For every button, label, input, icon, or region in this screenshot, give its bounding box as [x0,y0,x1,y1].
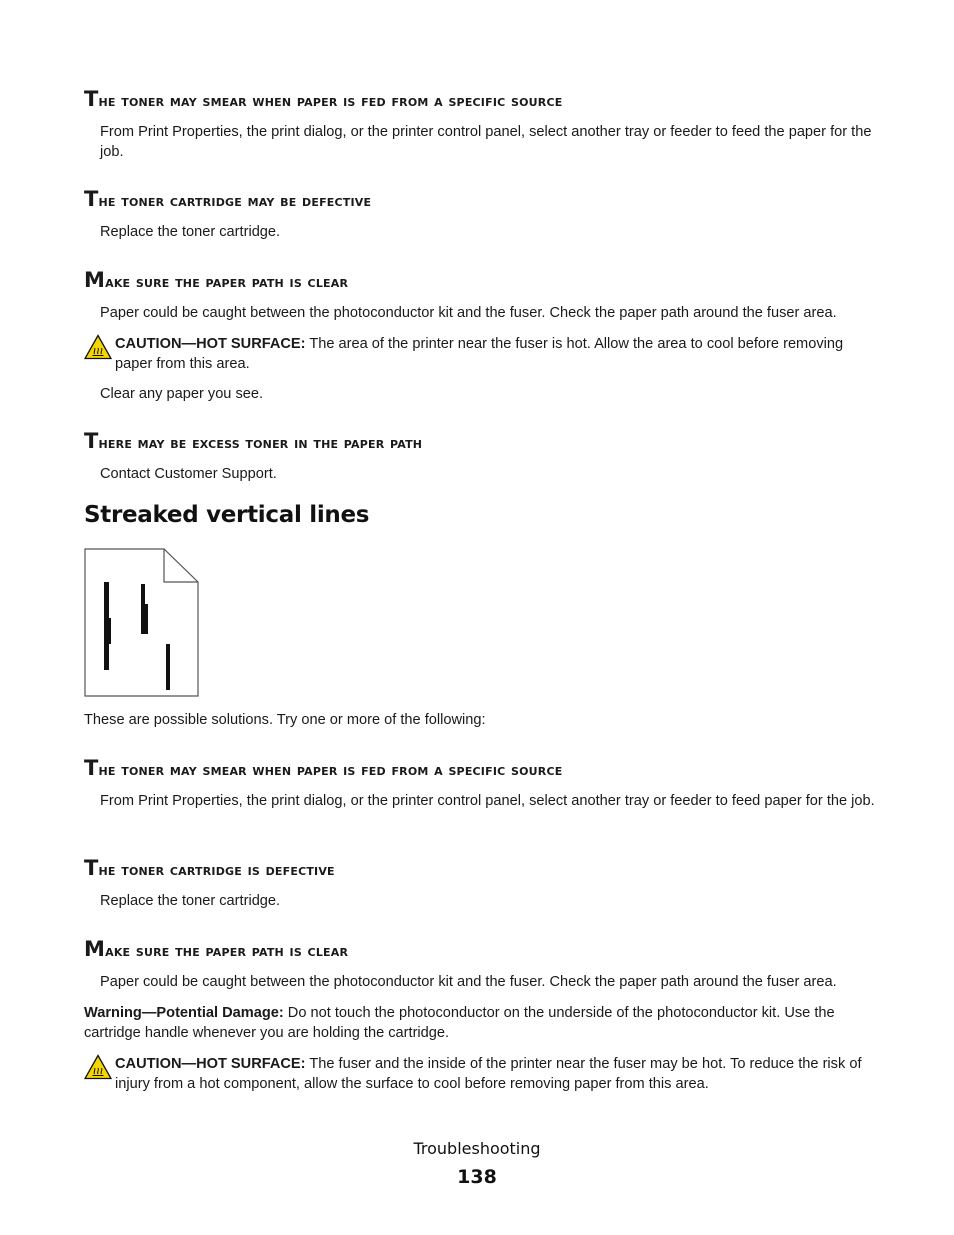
section-heading [84,268,348,292]
caution-text [115,1054,865,1094]
heading-initial: T [84,756,99,780]
footer-chapter-title: Troubleshooting [413,1139,541,1158]
warning-body: Do not touch the photoconductor on the underside of the photoconductor kit. Use the cartridge handle whenever you are holding the cartridge. [84,1005,835,1041]
caution-text [115,334,865,374]
heading-text: ake sure the paper path is clear [105,273,349,291]
caution-note [84,1054,874,1096]
caution-body: The fuser and the inside of the printer near the fuser may be hot. To reduce the risk of injury from a hot component, allow the surface to cool before removing paper from this area. [115,1056,862,1092]
heading-initial: T [84,429,99,453]
body-paragraph: From Print Properties, the print dialog, or the printer control panel, select another tray or feeder to feed the paper for the job. [100,124,872,160]
body-paragraph: Paper could be caught between the photoconductor kit and the fuser. Check the paper path around the fuser area. [100,305,837,321]
section-heading [84,937,348,961]
heading-initial: T [84,87,99,111]
hot-surface-warning-icon [84,1054,112,1080]
body-paragraph: From Print Properties, the print dialog, or the printer control panel, select another tray or feeder to feed paper for the job. [100,793,875,809]
caution-body: The area of the printer near the fuser is hot. Allow the area to cool before removing paper from this area. [115,336,844,372]
body-paragraph: Clear any paper you see. [100,386,264,402]
heading-text: he toner cartridge may be defective [98,192,372,210]
heading-initial: M [84,268,106,292]
warning-note [84,1003,874,1043]
body-paragraph: Contact Customer Support. [100,466,277,482]
section-heading [84,756,562,780]
section-heading [84,187,371,211]
caution-label: CAUTION—HOT SURFACE: [115,336,306,352]
section-heading [84,429,422,453]
heading-text: here may be excess toner in the paper path [98,434,423,452]
hot-surface-warning-icon [84,334,112,360]
heading-initial: T [84,187,99,211]
heading-initial: T [84,856,99,880]
heading-text: ake sure the paper path is clear [105,942,349,960]
page-number: 138 [457,1166,497,1188]
section-heading [84,856,335,880]
warning-label: Warning—Potential Damage: [84,1005,284,1021]
caution-label: CAUTION—HOT SURFACE: [115,1056,306,1072]
streaked-page-illustration [84,548,200,698]
section-heading [84,87,562,111]
section-title: Streaked vertical lines [84,502,370,528]
heading-text: he toner cartridge is defective [98,861,335,879]
body-paragraph: Replace the toner cartridge. [100,893,281,909]
heading-initial: M [84,937,106,961]
intro-paragraph: These are possible solutions. Try one or more of the following: [84,712,486,728]
heading-text: he toner may smear when paper is fed from a specific source [98,92,563,110]
heading-text: he toner may smear when paper is fed from a specific source [98,761,563,779]
caution-note [84,334,874,376]
body-paragraph: Replace the toner cartridge. [100,224,281,240]
body-paragraph: Paper could be caught between the photoconductor kit and the fuser. Check the paper path around the fuser area. [100,974,837,990]
